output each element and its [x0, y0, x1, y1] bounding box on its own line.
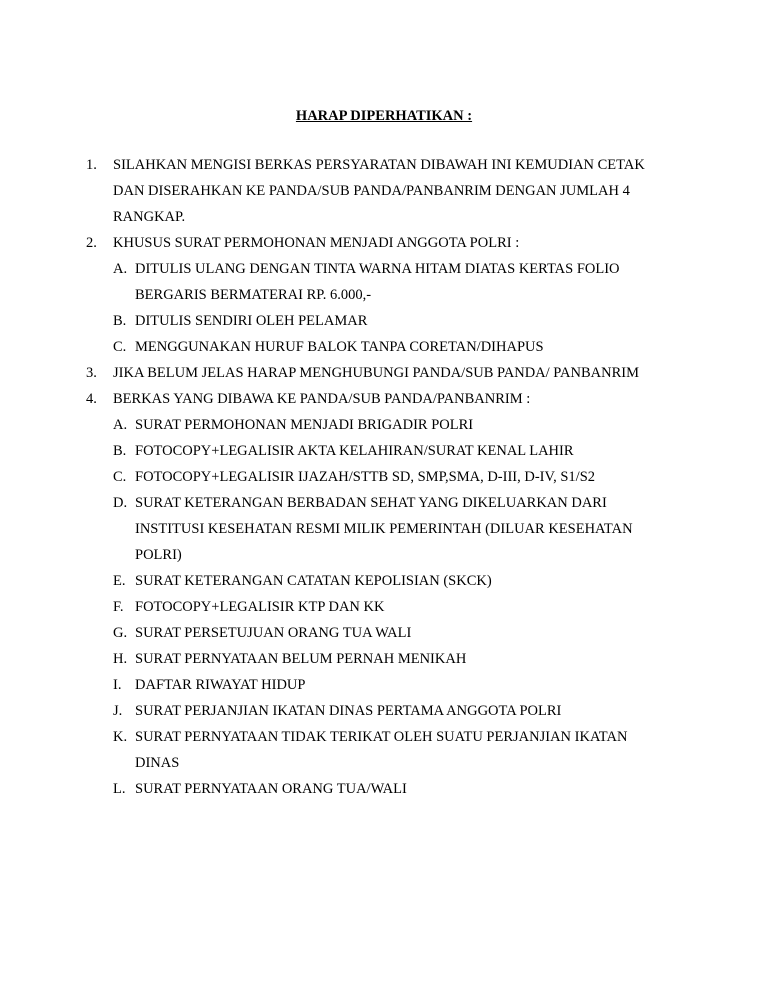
sub-list-item-text: SURAT PERNYATAAN BELUM PERNAH MENIKAH	[135, 651, 467, 667]
list-item-text: DAN DISERAHKAN KE PANDA/SUB PANDA/PANBANRIM DENGAN JUMLAH 4	[113, 183, 630, 199]
list-item	[86, 386, 726, 802]
sub-list-item	[113, 568, 726, 594]
sub-list-item-letter: F.	[113, 599, 124, 615]
sub-list-item-text: SURAT PERNYATAAN ORANG TUA/WALI	[135, 781, 407, 797]
sub-list-item	[113, 256, 726, 308]
sub-list-item-letter: C.	[113, 339, 127, 355]
sub-list-item	[113, 308, 726, 334]
sub-list-item-text: SURAT PERNYATAAN TIDAK TERIKAT OLEH SUATU PERJANJIAN IKATAN	[135, 729, 628, 745]
sub-list-item-text: BERGARIS BERMATERAI RP. 6.000,-	[135, 287, 372, 303]
list-item	[86, 152, 726, 230]
sub-list-item-text: DITULIS ULANG DENGAN TINTA WARNA HITAM DIATAS KERTAS FOLIO	[135, 261, 620, 277]
document-title: HARAP DIPERHATIKAN :	[295, 108, 473, 124]
sub-list-item-text: DITULIS SENDIRI OLEH PELAMAR	[135, 313, 368, 329]
sub-list-item-text: DAFTAR RIWAYAT HIDUP	[135, 677, 306, 693]
list-item	[86, 360, 726, 386]
sub-list-item	[113, 412, 726, 438]
sub-list-item-text: INSTITUSI KESEHATAN RESMI MILIK PEMERINTAH (DILUAR KESEHATAN	[135, 521, 633, 537]
sub-list	[113, 256, 726, 360]
sub-list-item-text: DINAS	[135, 755, 180, 771]
sub-list-item	[113, 620, 726, 646]
sub-list-item	[113, 464, 726, 490]
requirements-list	[86, 152, 726, 802]
list-item-text: RANGKAP.	[113, 209, 186, 225]
sub-list-item-letter: H.	[113, 651, 128, 667]
sub-list-item-letter: D.	[113, 495, 128, 511]
sub-list-item-letter: C.	[113, 469, 127, 485]
sub-list-item-letter: B.	[113, 443, 127, 459]
sub-list-item	[113, 698, 726, 724]
sub-list-item-letter: L.	[113, 781, 126, 797]
sub-list-item-letter: I.	[113, 677, 122, 693]
list-item-number: 4.	[86, 391, 97, 407]
sub-list-item-text: SURAT PERSETUJUAN ORANG TUA WALI	[135, 625, 412, 641]
sub-list-item-text: SURAT KETERANGAN BERBADAN SEHAT YANG DIKELUARKAN DARI	[135, 495, 607, 511]
sub-list	[113, 412, 726, 802]
sub-list-item-text: FOTOCOPY+LEGALISIR IJAZAH/STTB SD, SMP,SMA, D-III, D-IV, S1/S2	[135, 469, 596, 485]
sub-list-item-text: POLRI)	[135, 547, 182, 563]
list-item-number: 2.	[86, 235, 97, 251]
list-item-text: KHUSUS SURAT PERMOHONAN MENJADI ANGGOTA POLRI :	[113, 235, 520, 251]
sub-list-item	[113, 490, 726, 568]
sub-list-item	[113, 438, 726, 464]
sub-list-item-text: SURAT PERJANJIAN IKATAN DINAS PERTAMA ANGGOTA POLRI	[135, 703, 562, 719]
list-item-number: 3.	[86, 365, 97, 381]
sub-list-item	[113, 646, 726, 672]
sub-list-item-letter: A.	[113, 261, 128, 277]
list-item-text: SILAHKAN MENGISI BERKAS PERSYARATAN DIBAWAH INI KEMUDIAN CETAK	[113, 157, 645, 173]
list-item-number: 1.	[86, 157, 97, 173]
sub-list-item	[113, 594, 726, 620]
list-item	[86, 230, 726, 360]
sub-list-item-text: SURAT KETERANGAN CATATAN KEPOLISIAN (SKCK)	[135, 573, 492, 589]
list-item-text: JIKA BELUM JELAS HARAP MENGHUBUNGI PANDA/SUB PANDA/ PANBANRIM	[113, 365, 639, 381]
sub-list-item	[113, 672, 726, 698]
sub-list-item	[113, 334, 726, 360]
sub-list-item	[113, 724, 726, 776]
sub-list-item	[113, 776, 726, 802]
sub-list-item-text: MENGGUNAKAN HURUF BALOK TANPA CORETAN/DIHAPUS	[135, 339, 544, 355]
list-item-text: BERKAS YANG DIBAWA KE PANDA/SUB PANDA/PANBANRIM :	[113, 391, 531, 407]
sub-list-item-letter: B.	[113, 313, 127, 329]
sub-list-item-text: FOTOCOPY+LEGALISIR KTP DAN KK	[135, 599, 385, 615]
sub-list-item-letter: E.	[113, 573, 126, 589]
sub-list-item-letter: K.	[113, 729, 128, 745]
sub-list-item-letter: G.	[113, 625, 128, 641]
sub-list-item-letter: J.	[113, 703, 123, 719]
sub-list-item-letter: A.	[113, 417, 128, 433]
sub-list-item-text: SURAT PERMOHONAN MENJADI BRIGADIR POLRI	[135, 417, 474, 433]
sub-list-item-text: FOTOCOPY+LEGALISIR AKTA KELAHIRAN/SURAT KENAL LAHIR	[135, 443, 574, 459]
